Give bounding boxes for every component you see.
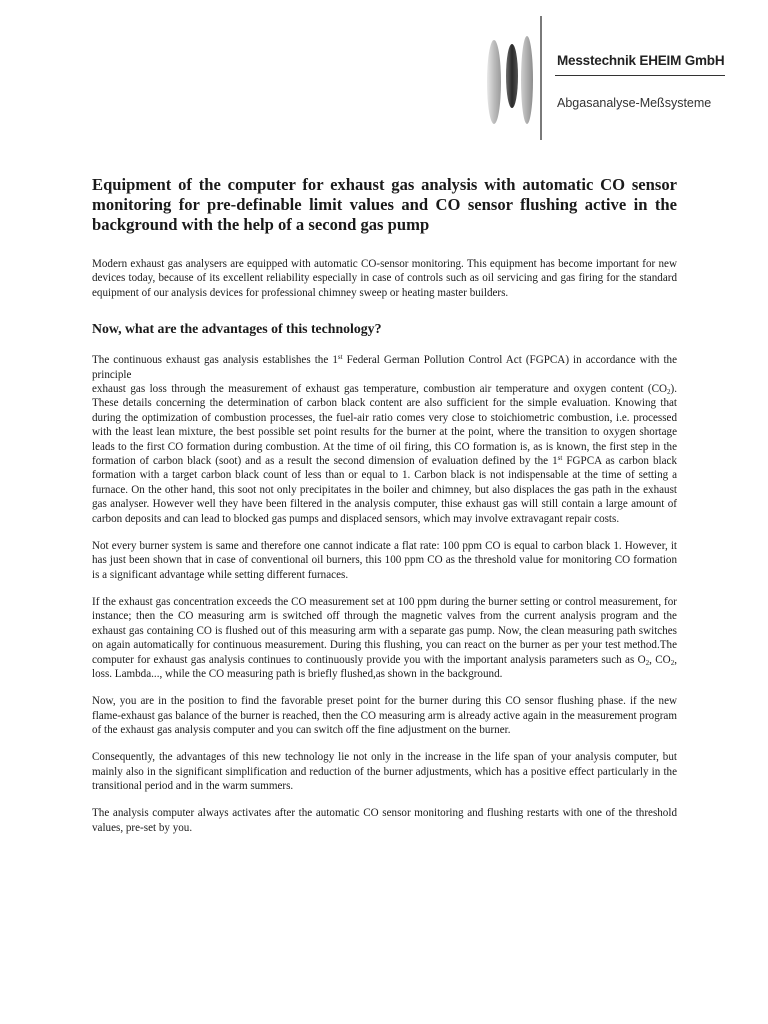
paragraph-threshold: Not every burner system is same and therefore one cannot indicate a flat rate: 100 ppm CO is equal to carbon black 1. However, it has just been shown that in case of conventional oil burners, this 100 ppm CO as the threshold value for monitoring CO formation is a significant advantage while setting different furnaces. — [92, 539, 677, 581]
company-logo-icon — [478, 14, 558, 144]
document-title: Equipment of the computer for exhaust gas analysis with automatic CO sensor monitoring for pre-definable limit values and CO sensor flushing active in the background with the help of a second gas pump — [92, 175, 677, 234]
company-name: Messtechnik EHEIM GmbH — [557, 53, 725, 68]
paragraph-restart: The analysis computer always activates after the automatic CO sensor monitoring and flushing restarts with one of the threshold values, pre-set by you. — [92, 807, 677, 834]
paragraph-fgpca: The continuous exhaust gas analysis establishes the 1st Federal German Pollution Control Act (FGPCA) in accordance with the principle exhaust gas loss through the measurement of exhaust gas temperature, combustion air temperature and oxygen content $(CO_2)$. These details concerning the determination of carbon black content are also sufficient for the simple evaluation. Knowing that during the optimization of combustion processes, the fuel-air ratio comes very close to stoichiometric combustion, i.e. processed with the least lean mixture, the best possible set point results for the burner at the point, where the transition to oxygen shortage leads to the first CO formation during combustion. At the time of oil firing, this CO formation is, as is known, the first step in the formation of carbon black (soot) and as a result the second dimension of evaluation defined by the 1st FGPCA as carbon black formation with a target carbon black count of less than or equal to 1. Carbon black is not indispensable at the time of setting a furnace. On the other hand, this soot not only precipitates in the boiler and chimney, but also displaces the gas path in the exhaust gas analyser. However well they have been filtered in the analysis computer, thise exhaust gas will still contain a large amount of carbon deposits and can lead to blocked gas pumps and displaced sensors, which may involve extravagant repair costs. — [92, 353, 678, 525]
header-divider — [555, 75, 725, 76]
paragraph-advantages: Consequently, the advantages of this new technology lie not only in the increase in the life span of your analysis computer, but mainly also in the significant simplification and reduction of the burner adjustments, which has a positive effect particularly in the transitional period and in the warm summers. — [92, 751, 677, 792]
letterhead — [0, 0, 768, 150]
company-tagline: Abgasanalyse-Meßsysteme — [557, 96, 712, 110]
section-heading: Now, what are the advantages of this technology? — [92, 321, 382, 337]
paragraph-flushing: If the exhaust gas concentration exceeds the CO measurement set at 100 ppm during the burner setting or control measurement, for instance; then the CO measuring arm is switched off through the magnetic valves from the current analysis program and the exhaust gas containing CO is flushed out of this measuring arm with a separate gas pump. Now, the clean measuring path switches on again automatically for continuous measurement. During this flushing, you can react on the burner as per your test method.The computer for exhaust gas analysis continues to continuously provide you with the important analysis parameters such as $O_2$, $CO_2$, loss. Lambda..., while the CO measuring path is briefly flushed,as shown in the background. — [92, 595, 677, 680]
intro-paragraph: Modern exhaust gas analysers are equipped with automatic CO-sensor monitoring. This equipment has become important for new devices today, because of its excellent reliability especially in case of controls such as oil servicing and gas firing for the standard equipment of our analysis devices for professional chimney sweep or heating master builders. — [92, 258, 677, 299]
document-body — [92, 175, 677, 835]
paragraph-preset-point: Now, you are in the position to find the favorable preset point for the burner during this CO sensor flushing phase. if the new flame-exhaust gas balance of the burner is reached, then the CO measuring arm is already active again in the measurement program of the exhaust gas analysis computer and you can switch off the fine adjustment on the burner. — [92, 695, 677, 736]
